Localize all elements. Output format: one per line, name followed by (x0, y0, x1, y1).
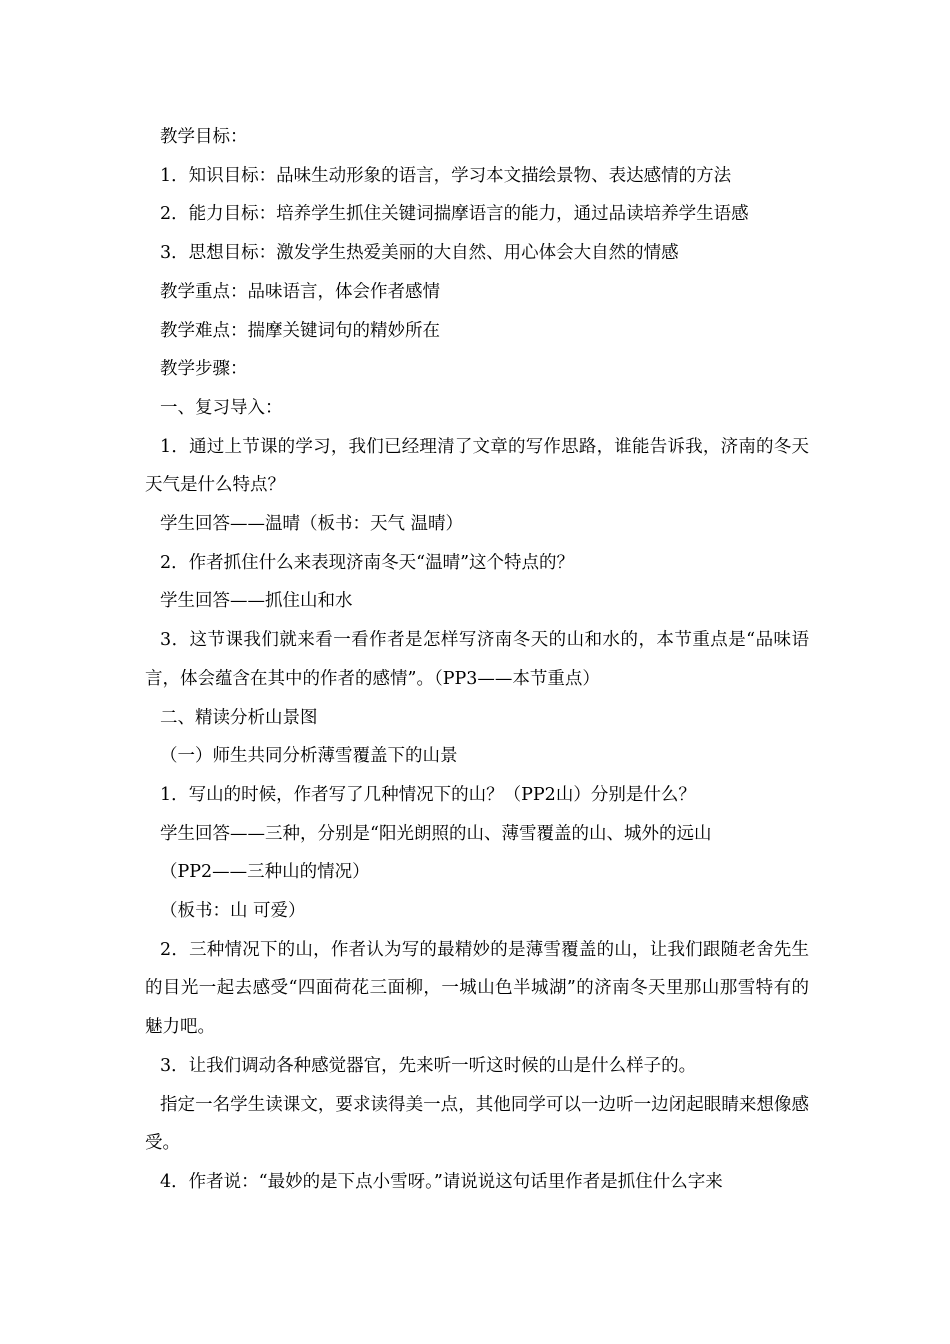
student-answer-3: 学生回答——三种，分别是“阳光朗照的山、薄雪覆盖的山、城外的远山 (160, 823, 712, 844)
pp2-note: （PP2——三种山的情况） (160, 862, 370, 883)
heading-teaching-goals: 教学目标： (160, 127, 248, 147)
board-note-mountain: （板书：山 可爱） (160, 901, 306, 922)
teaching-difficulty: 教学难点：揣摩关键词句的精妙所在 (160, 320, 440, 341)
section-mountain-analysis: 二、精读分析山景图 (160, 707, 318, 728)
heading-teaching-steps: 教学步骤： (160, 359, 248, 380)
goal-ability: 2．能力目标：培养学生抓住关键词揣摩语言的能力，通过品读培养学生语感 (160, 204, 749, 225)
review-question-2: 2．作者抓住什么来表现济南冬天“温晴”这个特点的？ (160, 552, 575, 573)
subsection-snow-mountain: （一）师生共同分析薄雪覆盖下的山景 (160, 746, 458, 767)
mountain-question-1: 1．写山的时候，作者写了几种情况下的山？（PP2山）分别是什么？ (160, 784, 696, 805)
review-question-3: 3．这节课我们就来看一看作者是怎样写济南冬天的山和水的，本节重点是“品味语言，体会蕴含在其中的作者的感情”。（PP3——本节重点） (145, 630, 809, 689)
mountain-question-2: 2．三种情况下的山，作者认为写的最精妙的是薄雪覆盖的山，让我们跟随老舍先生的目光一起去感受“四面荷花三面柳，一城山色半城湖”的济南冬天里那山那雪特有的魅力吧。 (145, 939, 809, 1038)
mountain-question-4: 4．作者说：“最妙的是下点小雪呀。”请说说这句话里作者是抓住什么字来 (160, 1171, 723, 1192)
mountain-question-3: 3．让我们调动各种感觉器官，先来听一听这时候的山是什么样子的。 (160, 1055, 697, 1076)
teaching-focus: 教学重点：品味语言，体会作者感情 (160, 281, 440, 302)
student-answer-2: 学生回答——抓住山和水 (160, 591, 353, 612)
reading-instruction: 指定一名学生读课文，要求读得美一点，其他同学可以一边听一边闭起眼睛来想像感受。 (145, 1094, 809, 1154)
student-answer-1: 学生回答——温晴（板书：天气 温晴） (160, 514, 464, 535)
section-review-intro: 一、复习导入： (160, 397, 283, 418)
review-question-1: 1．通过上节课的学习，我们已经理清了文章的写作思路，谁能告诉我，济南的冬天天气是什么特点？ (145, 436, 809, 496)
goal-thought: 3．思想目标：激发学生热爱美丽的大自然、用心体会大自然的情感 (160, 243, 679, 264)
goal-knowledge: 1．知识目标：品味生动形象的语言，学习本文描绘景物、表达感情的方法 (160, 165, 732, 186)
document-page (145, 118, 809, 1202)
